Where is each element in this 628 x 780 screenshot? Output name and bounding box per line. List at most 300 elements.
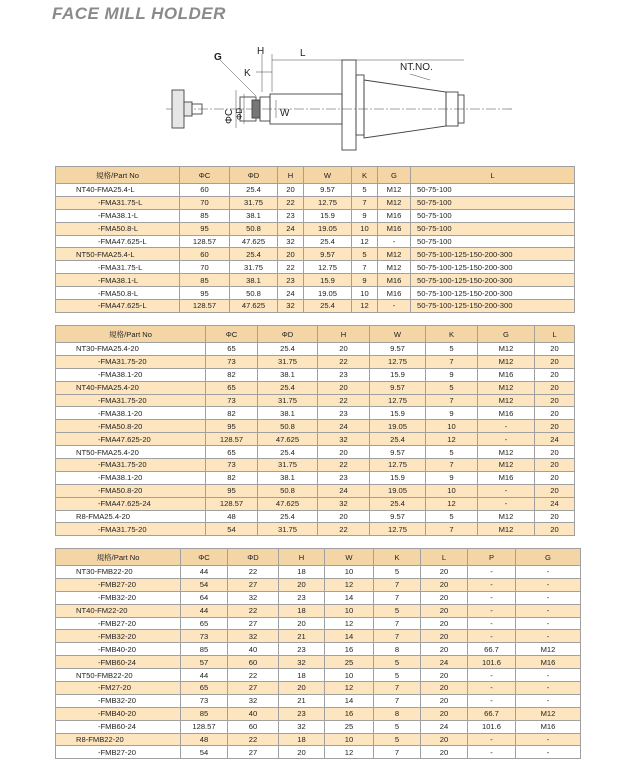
table-cell: - <box>478 433 535 446</box>
table-cell: M12 <box>478 381 535 394</box>
column-header: 規格/Part No <box>56 326 206 343</box>
table-cell: - <box>516 682 581 695</box>
table-row <box>56 617 581 630</box>
column-header: H <box>318 326 370 343</box>
table-cell: 32 <box>279 720 325 733</box>
face-mill-holder-drawing <box>160 40 520 160</box>
column-header: ΦC <box>206 326 258 343</box>
table-cell: M12 <box>516 707 581 720</box>
label-h: H <box>257 46 265 57</box>
table-cell: 73 <box>206 394 258 407</box>
table-cell: 15.9 <box>370 407 426 420</box>
table-cell: 50.8 <box>258 420 318 433</box>
table-cell: 38.1 <box>230 274 278 287</box>
table-row <box>56 484 575 497</box>
table-cell: 50-75-100-125-150-200-300 <box>411 248 575 261</box>
table-cell: 32 <box>318 497 370 510</box>
table-cell: 50-75-100-125-150-200-300 <box>411 300 575 313</box>
table-cell: 32 <box>228 694 279 707</box>
table-cell: 31.75 <box>258 394 318 407</box>
table-cell: 12 <box>352 300 378 313</box>
table-cell: - <box>516 746 581 759</box>
table-cell: 20 <box>421 707 468 720</box>
part-number-cell: -FMB40-20 <box>56 643 181 656</box>
part-number-cell: -FMA31.75-20 <box>56 523 206 536</box>
table-cell: 5 <box>426 381 478 394</box>
table-cell: M16 <box>478 471 535 484</box>
table-cell: 54 <box>181 746 228 759</box>
table-cell: 5 <box>374 566 421 579</box>
label-w: W <box>280 108 290 119</box>
table-cell: 31.75 <box>258 355 318 368</box>
table-cell: 7 <box>352 261 378 274</box>
table-cell: 82 <box>206 471 258 484</box>
table-row <box>56 368 575 381</box>
table-cell: 9 <box>352 274 378 287</box>
table-cell: 64 <box>181 591 228 604</box>
table-cell: 22 <box>278 261 304 274</box>
table-header-row <box>56 549 581 566</box>
table-cell: 20 <box>278 248 304 261</box>
table-cell: 20 <box>421 746 468 759</box>
column-header: 規格/Part No <box>56 549 181 566</box>
table-row <box>56 287 575 300</box>
part-number-cell: -FMA50.8-20 <box>56 484 206 497</box>
table-cell: 85 <box>181 643 228 656</box>
table-cell: 14 <box>325 694 374 707</box>
column-header: ΦC <box>180 167 230 184</box>
table-cell: 20 <box>421 578 468 591</box>
table-cell: 9 <box>352 209 378 222</box>
column-header: G <box>378 167 411 184</box>
table-cell: M16 <box>516 656 581 669</box>
table-row <box>56 355 575 368</box>
column-header: L <box>421 549 468 566</box>
table-cell: 60 <box>180 184 230 197</box>
table-cell: 25 <box>325 720 374 733</box>
table-row <box>56 274 575 287</box>
table-cell: 10 <box>352 287 378 300</box>
table-cell: 82 <box>206 368 258 381</box>
table-cell: 40 <box>228 643 279 656</box>
part-number-cell: -FMA38.1-20 <box>56 471 206 484</box>
table-cell: 85 <box>180 209 230 222</box>
table-cell: 48 <box>181 733 228 746</box>
table-cell: 5 <box>426 446 478 459</box>
part-number-cell: -FMA47.625-L <box>56 300 180 313</box>
table-cell: 50-75-100-125-150-200-300 <box>411 261 575 274</box>
table-cell: 38.1 <box>230 209 278 222</box>
table-cell: 50-75-100 <box>411 196 575 209</box>
table-cell: 18 <box>279 604 325 617</box>
table-cell: 54 <box>181 578 228 591</box>
table-cell: - <box>468 694 516 707</box>
table-cell: 47.625 <box>258 433 318 446</box>
table-cell: 24 <box>318 420 370 433</box>
part-number-cell: -FMA50.8-20 <box>56 420 206 433</box>
table-cell: 32 <box>318 433 370 446</box>
table-cell: 7 <box>374 578 421 591</box>
table-cell: 20 <box>421 630 468 643</box>
part-number-cell: R8-FMB22-20 <box>56 733 181 746</box>
part-number-cell: -FMB27-20 <box>56 617 181 630</box>
table-cell: 20 <box>318 446 370 459</box>
table-cell: M12 <box>478 459 535 472</box>
table-row <box>56 248 575 261</box>
label-k: K <box>244 68 251 79</box>
table-row <box>56 720 581 733</box>
table-row <box>56 184 575 197</box>
table-row <box>56 381 575 394</box>
table-cell: 31.75 <box>258 523 318 536</box>
table-row <box>56 343 575 356</box>
table-cell: 20 <box>421 604 468 617</box>
table-cell: 25.4 <box>304 300 352 313</box>
table-cell: 25.4 <box>258 510 318 523</box>
table-cell: 60 <box>180 248 230 261</box>
table-cell: 23 <box>279 643 325 656</box>
table-cell: 50-75-100-125-150-200-300 <box>411 274 575 287</box>
table-cell: 5 <box>426 510 478 523</box>
column-header: W <box>325 549 374 566</box>
table-row <box>56 682 581 695</box>
table-row <box>56 300 575 313</box>
table-row <box>56 694 581 707</box>
table-cell: 12 <box>426 433 478 446</box>
table-cell: 27 <box>228 682 279 695</box>
table-cell: 47.625 <box>230 235 278 248</box>
table-cell: 23 <box>318 471 370 484</box>
column-header: K <box>352 167 378 184</box>
spec-table-fmb <box>55 548 581 759</box>
table-cell: 25.4 <box>258 381 318 394</box>
table-cell: - <box>468 630 516 643</box>
table-cell: 19.05 <box>370 420 426 433</box>
part-number-cell: -FMB60-24 <box>56 656 181 669</box>
table-cell: - <box>478 484 535 497</box>
table-cell: 65 <box>206 343 258 356</box>
column-header: G <box>516 549 581 566</box>
table-cell: 22 <box>228 669 279 682</box>
table-cell: M12 <box>478 446 535 459</box>
table-cell: 12 <box>426 497 478 510</box>
table-row <box>56 459 575 472</box>
table-row <box>56 656 581 669</box>
table-cell: M12 <box>478 523 535 536</box>
part-number-cell: -FMA31.75-20 <box>56 355 206 368</box>
part-number-cell: -FMA38.1-20 <box>56 407 206 420</box>
table-cell: 95 <box>206 420 258 433</box>
table-cell: M16 <box>478 368 535 381</box>
table-row <box>56 433 575 446</box>
table-cell: - <box>468 746 516 759</box>
table-cell: 10 <box>426 484 478 497</box>
table-cell: 20 <box>535 420 575 433</box>
table-cell: 7 <box>426 355 478 368</box>
part-number-cell: -FMA31.75-L <box>56 196 180 209</box>
part-number-cell: -FMB60-24 <box>56 720 181 733</box>
table-cell: 22 <box>318 459 370 472</box>
table-cell: 24 <box>535 497 575 510</box>
table-cell: 12 <box>325 578 374 591</box>
table-cell: 20 <box>318 381 370 394</box>
table-cell: 20 <box>279 682 325 695</box>
table-cell: 7 <box>426 523 478 536</box>
table-cell: - <box>478 497 535 510</box>
label-g: G <box>214 52 222 63</box>
table-cell: 50-75-100 <box>411 222 575 235</box>
flange <box>342 60 356 150</box>
table-cell: 50.8 <box>230 222 278 235</box>
table-cell: 23 <box>318 368 370 381</box>
table-cell: 20 <box>535 484 575 497</box>
table-cell: 23 <box>279 591 325 604</box>
table-cell: 73 <box>206 355 258 368</box>
table-cell: M12 <box>378 184 411 197</box>
table-cell: 95 <box>206 484 258 497</box>
table-cell: - <box>378 300 411 313</box>
column-header: W <box>304 167 352 184</box>
table-cell: 9.57 <box>370 510 426 523</box>
table-header-row <box>56 167 575 184</box>
table-row <box>56 497 575 510</box>
table-cell: 20 <box>421 617 468 630</box>
table-cell: 25.4 <box>230 184 278 197</box>
table-cell: 18 <box>279 733 325 746</box>
table-cell: 20 <box>278 184 304 197</box>
table-cell: M12 <box>478 510 535 523</box>
table-cell: - <box>468 578 516 591</box>
table-row <box>56 510 575 523</box>
table-row <box>56 733 581 746</box>
table-cell: 5 <box>426 343 478 356</box>
table-cell: 7 <box>426 459 478 472</box>
table-cell: 47.625 <box>258 497 318 510</box>
table-cell: M16 <box>516 720 581 733</box>
table-cell: 10 <box>325 604 374 617</box>
table-cell: 7 <box>374 682 421 695</box>
table-cell: 101.6 <box>468 720 516 733</box>
table-cell: 22 <box>228 566 279 579</box>
table-cell: 22 <box>318 394 370 407</box>
table-cell: - <box>378 235 411 248</box>
part-number-cell: -FMB32-20 <box>56 694 181 707</box>
table-cell: 7 <box>374 694 421 707</box>
table-cell: 10 <box>325 669 374 682</box>
part-number-cell: -FMA38.1-L <box>56 209 180 222</box>
part-number-cell: -FMA38.1-L <box>56 274 180 287</box>
column-header: L <box>535 326 575 343</box>
table-row <box>56 209 575 222</box>
table-cell: 23 <box>278 274 304 287</box>
table-cell: 12 <box>325 746 374 759</box>
table-cell: 15.9 <box>370 368 426 381</box>
table-cell: 50-75-100 <box>411 235 575 248</box>
table-cell: 12 <box>325 617 374 630</box>
table-cell: 20 <box>535 407 575 420</box>
table-cell: 19.05 <box>304 287 352 300</box>
part-number-cell: -FMB27-20 <box>56 746 181 759</box>
table-cell: 65 <box>206 446 258 459</box>
table-row <box>56 630 581 643</box>
table-cell: 50.8 <box>230 287 278 300</box>
table-cell: - <box>516 694 581 707</box>
table-cell: 22 <box>228 604 279 617</box>
part-number-cell: -FMA31.75-20 <box>56 394 206 407</box>
table-cell: 22 <box>278 196 304 209</box>
table-cell: 20 <box>535 459 575 472</box>
table-cell: M12 <box>516 643 581 656</box>
table-cell: 7 <box>374 591 421 604</box>
table-cell: 7 <box>352 196 378 209</box>
table-cell: 20 <box>421 669 468 682</box>
table-cell: 10 <box>325 566 374 579</box>
table-row <box>56 407 575 420</box>
table-cell: 10 <box>426 420 478 433</box>
part-number-cell: -FMB27-20 <box>56 578 181 591</box>
table-cell: 12.75 <box>370 355 426 368</box>
table-cell: - <box>468 617 516 630</box>
table-cell: 85 <box>181 707 228 720</box>
table-cell: 20 <box>421 566 468 579</box>
table-row <box>56 604 581 617</box>
column-header: 規格/Part No <box>56 167 180 184</box>
table-cell: 25.4 <box>258 446 318 459</box>
table-cell: 5 <box>374 669 421 682</box>
table-cell: 44 <box>181 566 228 579</box>
table-cell: 5 <box>374 733 421 746</box>
table-cell: 85 <box>180 274 230 287</box>
table-cell: - <box>468 604 516 617</box>
table-cell: 9.57 <box>370 381 426 394</box>
table-cell: 15.9 <box>304 209 352 222</box>
table-cell: 25 <box>325 656 374 669</box>
table-row <box>56 578 581 591</box>
table-cell: 24 <box>535 433 575 446</box>
table-cell: 20 <box>318 510 370 523</box>
table-cell: 31.75 <box>230 261 278 274</box>
table-cell: 20 <box>279 617 325 630</box>
table-cell: 40 <box>228 707 279 720</box>
table-cell: 95 <box>180 222 230 235</box>
table-cell: 95 <box>180 287 230 300</box>
table-cell: 128.57 <box>180 235 230 248</box>
column-header: K <box>426 326 478 343</box>
table-cell: M16 <box>378 287 411 300</box>
table-row <box>56 669 581 682</box>
table-cell: 48 <box>206 510 258 523</box>
part-number-cell: -FMA50.8-L <box>56 287 180 300</box>
table-cell: 20 <box>535 355 575 368</box>
table-cell: 50-75-100-125-150-200-300 <box>411 287 575 300</box>
table-cell: 20 <box>535 510 575 523</box>
part-number-cell: NT50-FMA25.4-L <box>56 248 180 261</box>
part-number-cell: NT40-FMA25.4-20 <box>56 381 206 394</box>
table-cell: 8 <box>374 707 421 720</box>
table-cell: 9.57 <box>304 248 352 261</box>
table-cell: - <box>468 669 516 682</box>
table-cell: 12.75 <box>370 394 426 407</box>
table-cell: 47.625 <box>230 300 278 313</box>
table-cell: M12 <box>378 196 411 209</box>
part-number-cell: -FMA50.8-L <box>56 222 180 235</box>
table-cell: 38.1 <box>258 471 318 484</box>
part-number-cell: -FMA31.75-20 <box>56 459 206 472</box>
table-cell: 12.75 <box>304 261 352 274</box>
table-cell: 5 <box>374 604 421 617</box>
table-row <box>56 591 581 604</box>
column-header: K <box>374 549 421 566</box>
table-cell: 65 <box>181 682 228 695</box>
table-cell: 9 <box>426 471 478 484</box>
table-cell: M12 <box>378 261 411 274</box>
spec-table-fma-20 <box>55 325 575 536</box>
table-cell: 16 <box>325 707 374 720</box>
table-cell: - <box>516 669 581 682</box>
table-cell: 70 <box>180 261 230 274</box>
table-cell: 9.57 <box>370 343 426 356</box>
table-cell: 12.75 <box>370 459 426 472</box>
table-cell: 8 <box>374 643 421 656</box>
part-number-cell: -FMA38.1-20 <box>56 368 206 381</box>
part-number-cell: -FMA47.625-L <box>56 235 180 248</box>
table-cell: M12 <box>478 394 535 407</box>
cutter-body <box>172 90 184 128</box>
table-cell: 23 <box>279 707 325 720</box>
table-cell: 25.4 <box>230 248 278 261</box>
table-row <box>56 643 581 656</box>
table-cell: 14 <box>325 630 374 643</box>
table-cell: 5 <box>374 720 421 733</box>
table-cell: 66.7 <box>468 707 516 720</box>
table-row <box>56 394 575 407</box>
table-cell: 23 <box>278 209 304 222</box>
table-cell: - <box>478 420 535 433</box>
table-cell: 27 <box>228 578 279 591</box>
column-header: H <box>279 549 325 566</box>
table-cell: 19.05 <box>370 484 426 497</box>
table-cell: 12.75 <box>370 523 426 536</box>
table-cell: - <box>468 733 516 746</box>
table-cell: 65 <box>181 617 228 630</box>
table-cell: 70 <box>180 196 230 209</box>
table-cell: 20 <box>535 523 575 536</box>
table-cell: M16 <box>378 209 411 222</box>
table-cell: 25.4 <box>258 343 318 356</box>
column-header: W <box>370 326 426 343</box>
part-number-cell: NT40-FM22-20 <box>56 604 181 617</box>
table-cell: 20 <box>535 368 575 381</box>
table-cell: 73 <box>181 630 228 643</box>
table-cell: 24 <box>278 287 304 300</box>
table-cell: 82 <box>206 407 258 420</box>
part-number-cell: NT30-FMA25.4-20 <box>56 343 206 356</box>
table-cell: 15.9 <box>304 274 352 287</box>
table-cell: 20 <box>318 343 370 356</box>
label-nt-no: NT.NO. <box>400 62 433 73</box>
table-cell: 32 <box>228 630 279 643</box>
part-number-cell: -FMB32-20 <box>56 591 181 604</box>
table-cell: 128.57 <box>181 720 228 733</box>
table-cell: 65 <box>206 381 258 394</box>
table-cell: 128.57 <box>206 497 258 510</box>
table-cell: 18 <box>279 669 325 682</box>
table-row <box>56 222 575 235</box>
table-cell: 16 <box>325 643 374 656</box>
column-header: P <box>468 549 516 566</box>
table-cell: M12 <box>478 343 535 356</box>
table-cell: 7 <box>374 617 421 630</box>
